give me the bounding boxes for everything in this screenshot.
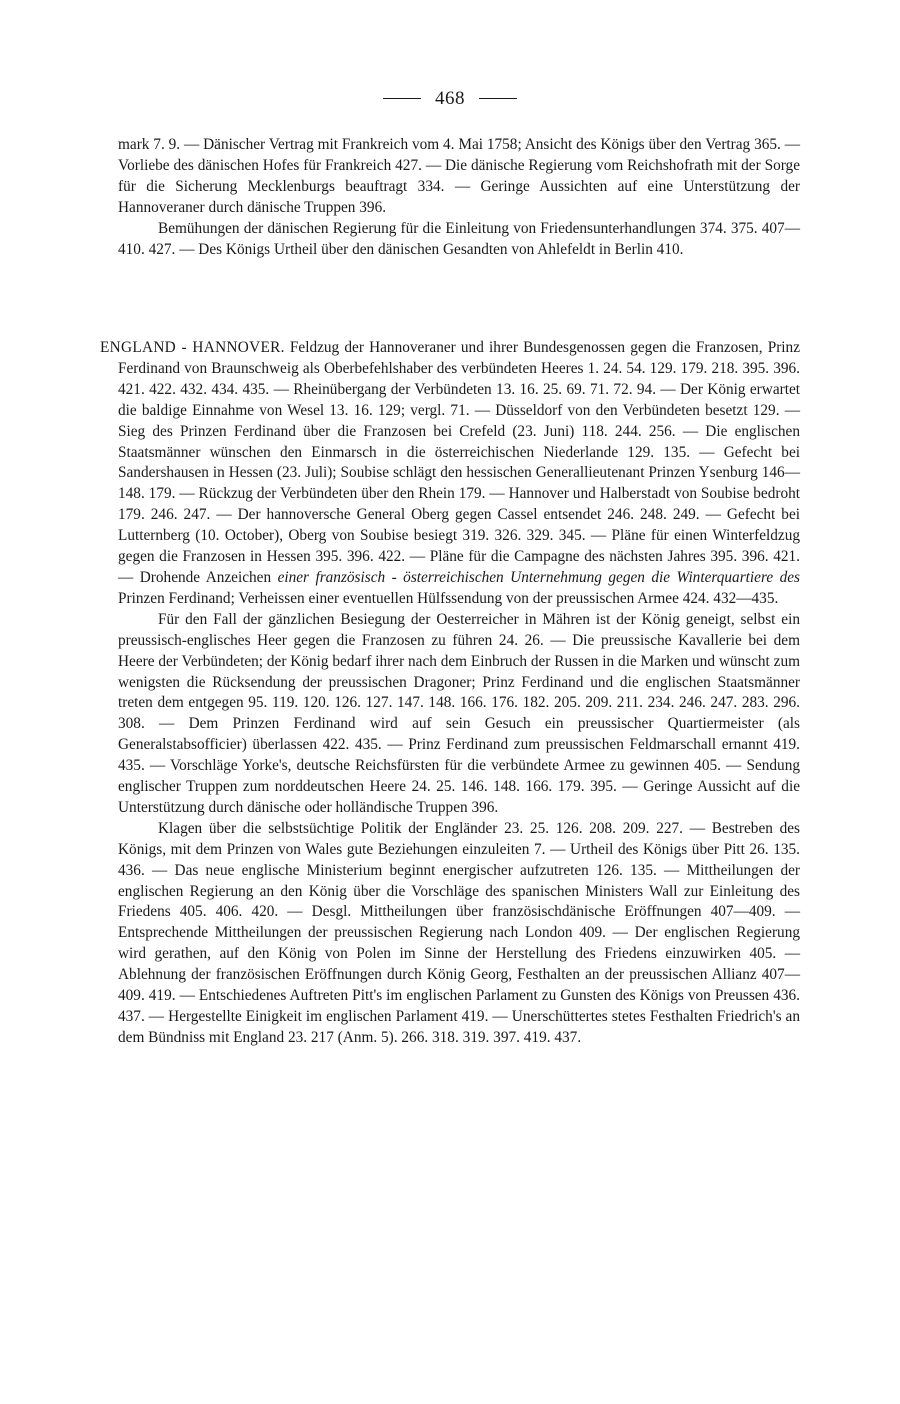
denmark-paragraph-1: mark 7. 9. — Dänischer Vertrag mit Frankreich vom 4. Mai 1758; Ansicht des Königs über den Vertrag 365. — Vorliebe des dänischen Hofes für Frankreich 427. — Die dänische Regierung vom Reichshofrath mit der Sorge für die Sicherung Mecklenburgs beauftragt 334. — Geringe Aussichten auf eine Unterstützung der Hannoveraner durch dänische Truppen 396. (118, 136, 800, 216)
entry-heading: ENGLAND - HANNOVER. (100, 339, 285, 356)
header-rule-left (383, 98, 421, 99)
england-paragraph-1-text-a: Feldzug der Hannoveraner und ihrer Bundesgenossen gegen die Franzosen, Prinz Ferdinand von Braunschweig als Oberbefehlshaber des verbündeten Heeres 1. 24. 54. 129. 179. 218. 395. 396. 421. 422. 432. 434. 435. — Rheinübergang der Verbündeten 13. 16. 25. 69. 71. 72. 94. — Der König erwartet die baldige Einnahme von Wesel 13. 16. 129; vergl. 71. — Düsseldorf von den Verbündeten besetzt 129. — Sieg des Prinzen Ferdinand über die Franzosen bei Crefeld (23. Juni) 118. 244. 256. — Die englischen Staatsmänner wünschen den Einmarsch in die österreichischen Niederlande 129. 135. — Gefecht bei Sandershausen in Hessen (23. Juli); Soubise schlägt den hessischen Generallieutenant Prinzen Ysenburg 146—148. 179. — Rückzug der Verbündeten über den Rhein 179. — Hannover und Halberstadt von Soubise bedroht 179. 246. 247. — Der hannoversche General Oberg gegen Cassel entsendet 246. 248. 249. — Gefecht bei Lutternberg (10. October), Oberg von Soubise besiegt 319. 326. 329. 345. — Pläne für einen Winterfeldzug gegen die Franzosen in Hessen 395. 396. 422. — Pläne für die Campagne des nächsten Jahres 395. 396. 421. — Drohende Anzeichen (118, 339, 800, 586)
header-rule-right (479, 98, 517, 99)
england-hannover-entry (100, 338, 800, 1049)
denmark-paragraph-2: Bemühungen der dänischen Regierung für die Einleitung von Friedensunterhandlungen 374. 375. 407—410. 427. — Des Königs Urtheil über den dänischen Gesandten von Ahlefeldt in Berlin 410. (118, 219, 800, 258)
england-paragraph-3: Klagen über die selbstsüchtige Politik der Engländer 23. 25. 126. 208. 209. 227. — Bestreben des Königs, mit dem Prinzen von Wales gute Beziehungen einzuleiten 7. — Urtheil des Königs über Pitt 26. 135. 436. — Das neue englische Ministerium beginnt energischer aufzutreten 126. 135. — Mittheilungen der englischen Regierung an den König über die Vorschläge des spanischen Ministers Wall zur Einleitung des Friedens 405. 406. 420. — Desgl. Mittheilungen über französischdänische Eröffnungen 407—409. — Entsprechende Mittheilungen der preussischen Regierung nach London 409. — Der englischen Regierung wird gerathen, auf den König von Polen im Sinne der Herstellung des Friedens einzuwirken 405. — Ablehnung der französischen Eröffnungen durch König Georg, Festhalten an der preussischen Allianz 407—409. 419. — Entschiedenes Auftreten Pitt's im englischen Parlament zu Gunsten des Königs von Preussen 436. 437. — Hergestellte Einigkeit im englischen Parlament 419. — Unerschüttertes stetes Festhalten Friedrich's an dem Bündniss mit England 23. 217 (Anm. 5). 266. 318. 319. 397. 419. 437. (118, 819, 800, 1046)
england-paragraph-1-text-b: Prinzen Ferdinand; Verheissen einer eventuellen Hülfssendung von der preussischen Armee 424. 432—435. (118, 589, 779, 607)
denmark-entry (118, 135, 800, 260)
page-header (0, 88, 900, 110)
england-paragraph-2: Für den Fall der gänzlichen Besiegung der Oesterreicher in Mähren ist der König geneigt, selbst ein preussisch-englisches Heer gegen die Franzosen zu führen 24. 26. — Die preussische Kavallerie bei dem Heere der Verbündeten; der König bedarf ihrer nach dem Einbruch der Russen in die Marken und wünscht zum wenigsten die Rücksendung der preussischen Dragoner; Prinz Ferdinand und die englischen Staatsmänner treten dem entgegen 95. 119. 120. 126. 127. 147. 148. 166. 176. 182. 205. 209. 211. 234. 246. 247. 283. 296. 308. — Dem Prinzen Ferdinand wird auf sein Gesuch ein preussischer Quartiermeister (als Generalstabsofficier) überlassen 422. 435. — Prinz Ferdinand zum preussischen Feldmarschall ernannt 419. 435. — Vorschläge Yorke's, deutsche Reichsfürsten für die verbündete Armee zu gewinnen 405. — Sendung englischer Truppen zum norddeutschen Heere 24. 25. 146. 148. 166. 179. 395. — Geringe Aussicht auf die Unterstützung durch dänische oder holländische Truppen 396. (118, 610, 800, 816)
england-paragraph-1 (100, 338, 800, 610)
england-paragraph-1-italic: einer französisch - österreichischen Unternehmung gegen die Winterquartiere des (277, 568, 800, 586)
page-number: 468 (435, 88, 465, 109)
